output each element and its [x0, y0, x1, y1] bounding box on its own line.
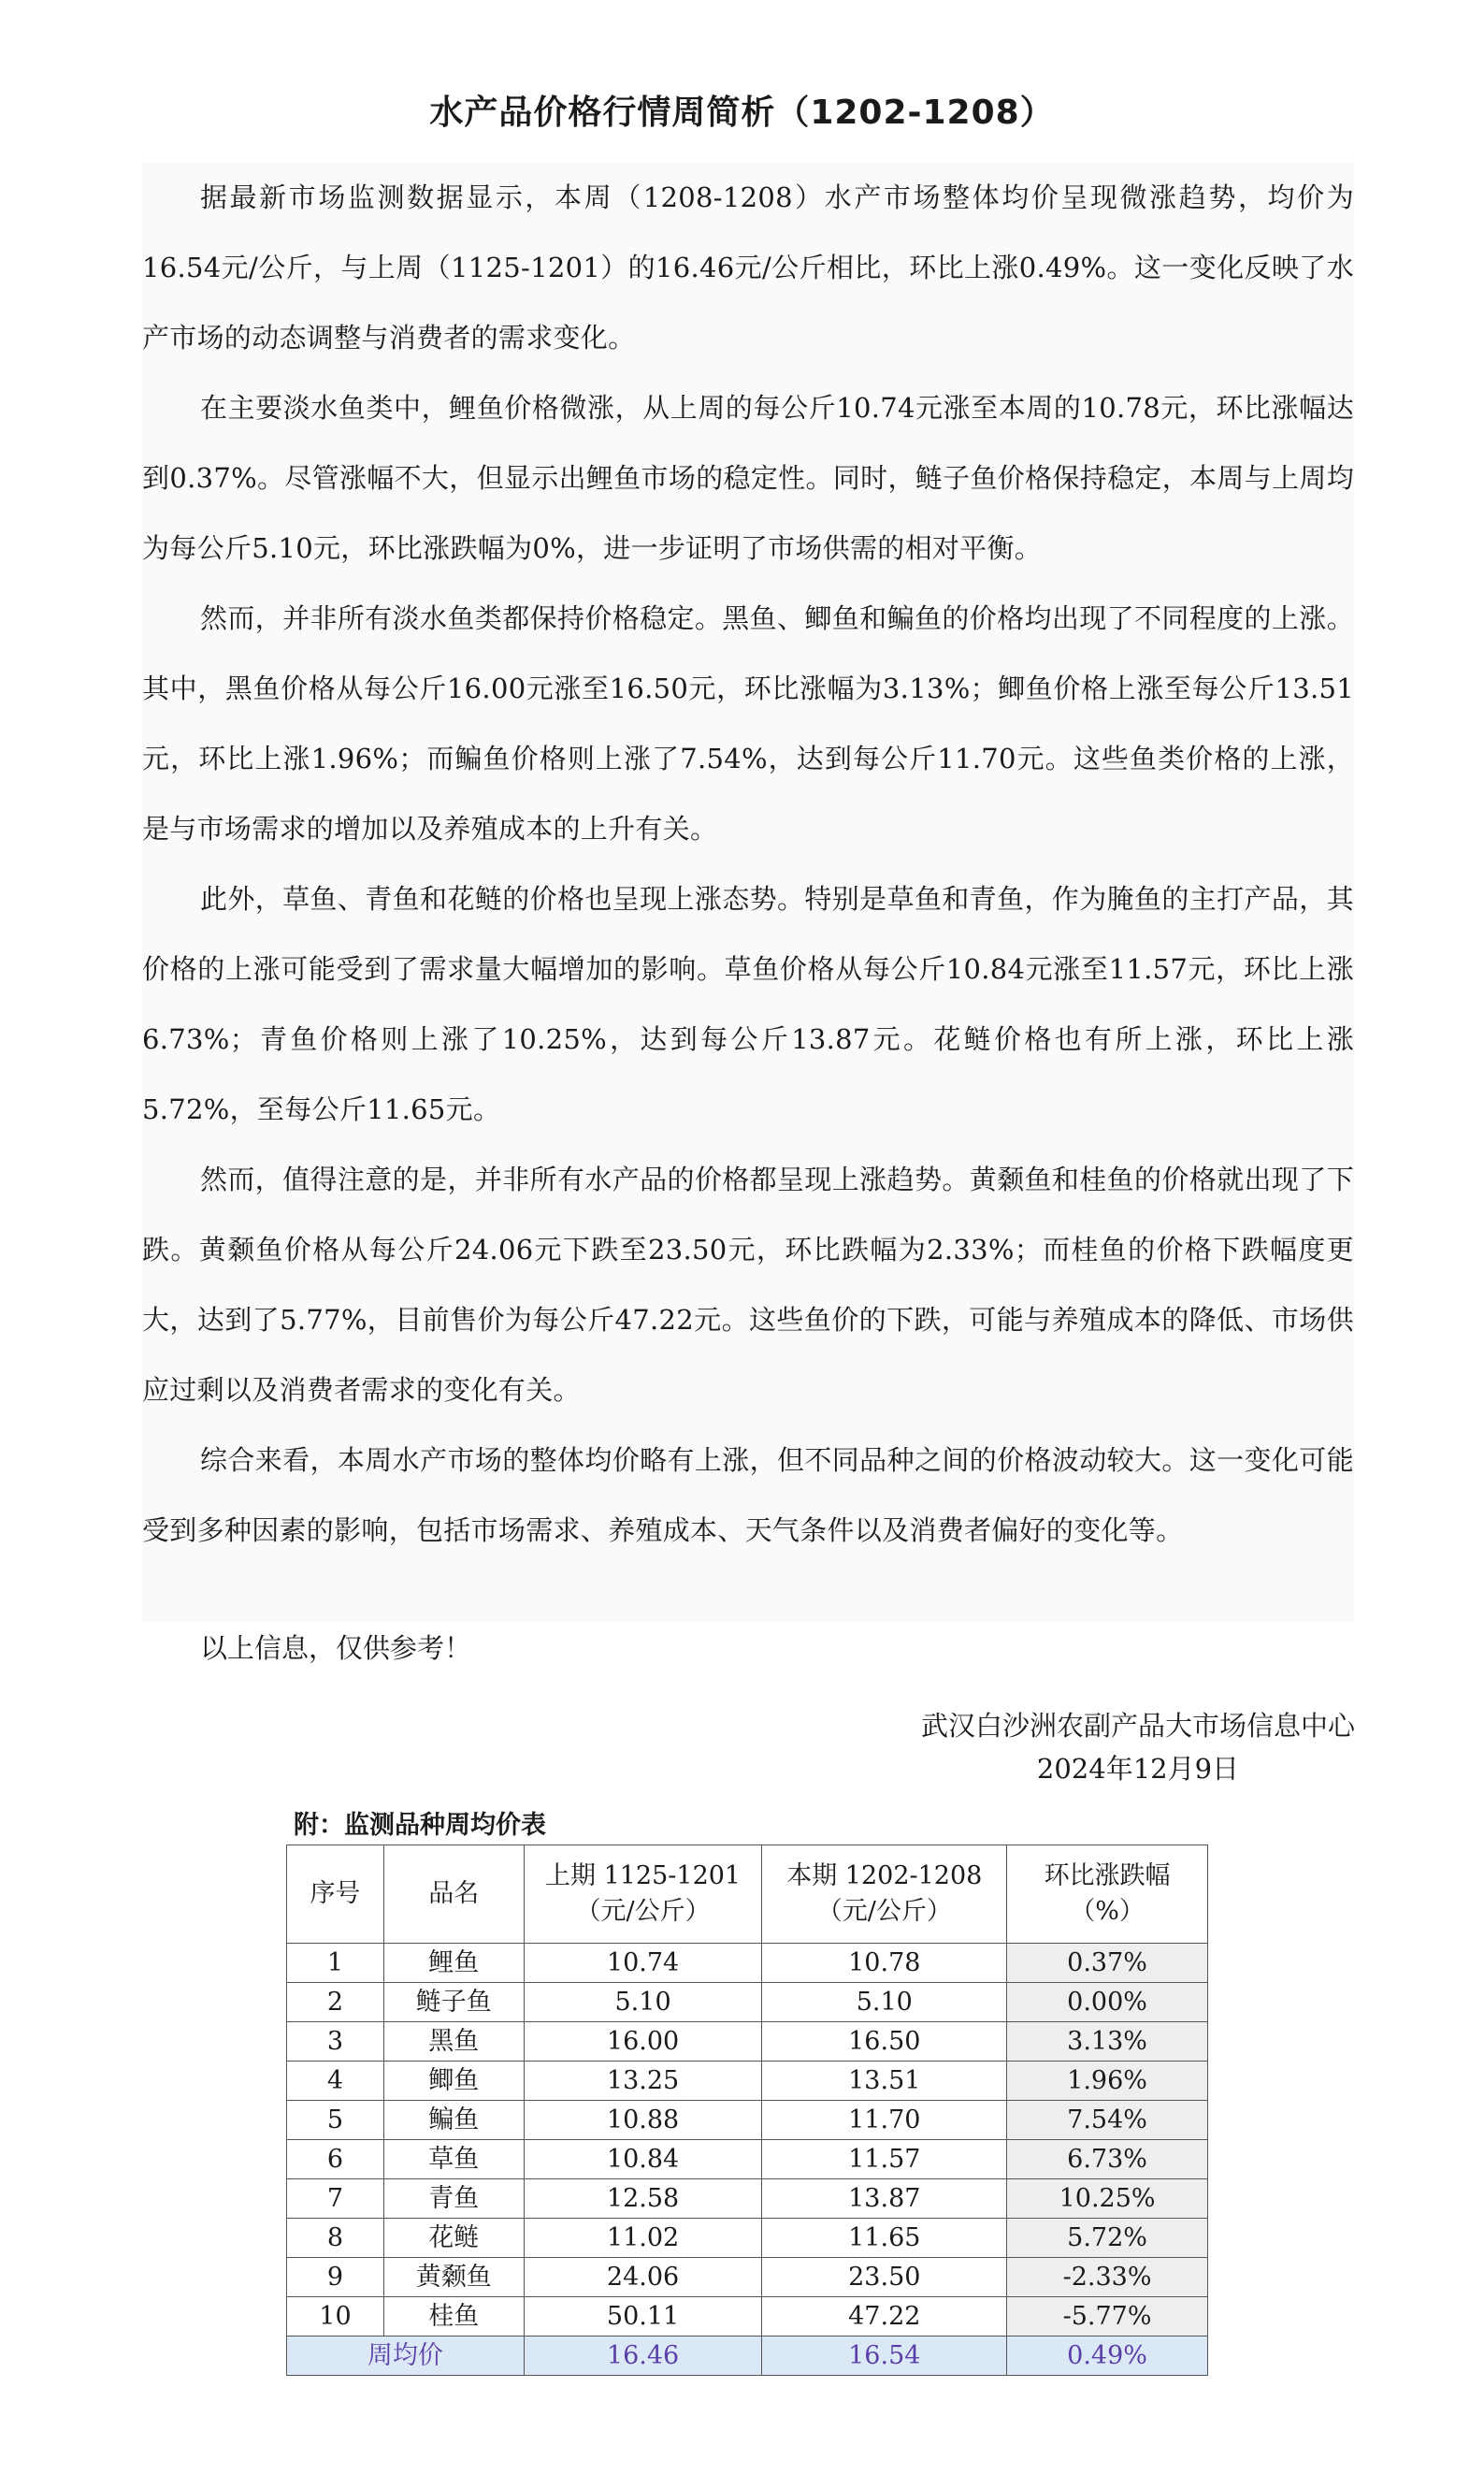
header-name: 品名	[383, 1845, 524, 1944]
table-row	[287, 2179, 1208, 2219]
paragraph-snakehead-crucian-bream: 然而，并非所有淡水鱼类都保持价格稳定。黑鱼、鲫鱼和鳊鱼的价格均出现了不同程度的上涨。其中，黑鱼价格从每公斤16.00元涨至16.50元，环比涨幅为3.13%；鲫鱼价格上涨至每公斤13.51元，环比上涨1.96%；而鳊鱼价格则上涨了7.54%，达到每公斤11.70元。这些鱼类价格的上涨，是与市场需求的增加以及养殖成本的上升有关。	[142, 602, 1354, 845]
row-curr-price: 10.78	[762, 1944, 1007, 1983]
average-curr-price: 16.54	[762, 2337, 1007, 2376]
header-prev-week-period: 上期 1125-1201	[544, 1861, 742, 1890]
average-label: 周均价	[287, 2337, 525, 2376]
signature-date: 2024年12月9日	[1036, 1753, 1240, 1785]
header-change-label: 环比涨跌幅	[1044, 1861, 1171, 1890]
row-curr-price: 5.10	[762, 1983, 1007, 2022]
row-curr-price: 11.57	[762, 2140, 1007, 2179]
row-curr-price: 23.50	[762, 2258, 1007, 2297]
row-curr-price: 47.22	[762, 2297, 1007, 2337]
row-name: 鳊鱼	[383, 2101, 524, 2140]
row-change: 10.25%	[1007, 2179, 1208, 2219]
average-prev-price: 16.46	[524, 2337, 762, 2376]
row-name: 鲤鱼	[383, 1944, 524, 1983]
header-change-unit: （%）	[1070, 1897, 1145, 1926]
row-name: 鲢子鱼	[383, 1983, 524, 2022]
row-curr-price: 13.51	[762, 2062, 1007, 2101]
header-prev-week-unit: （元/公斤）	[575, 1897, 711, 1926]
row-prev-price: 16.00	[524, 2022, 762, 2062]
row-index: 8	[287, 2219, 384, 2258]
header-prev-week	[524, 1845, 762, 1944]
row-name: 桂鱼	[383, 2297, 524, 2337]
row-change: 0.00%	[1007, 1983, 1208, 2022]
table-row	[287, 2258, 1208, 2297]
row-index: 2	[287, 1983, 384, 2022]
row-change: -2.33%	[1007, 2258, 1208, 2297]
row-index: 3	[287, 2022, 384, 2062]
row-name: 黄颡鱼	[383, 2258, 524, 2297]
row-prev-price: 10.74	[524, 1944, 762, 1983]
header-this-week-period: 本期 1202-1208	[786, 1861, 983, 1890]
paragraph-carp-silver: 在主要淡水鱼类中，鲤鱼价格微涨，从上周的每公斤10.74元涨至本周的10.78元，环比涨幅达到0.37%。尽管涨幅不大，但显示出鲤鱼市场的稳定性。同时，鲢子鱼价格保持稳定，本周与上周均为每公斤5.10元，环比涨跌幅为0%，进一步证明了市场供需的相对平衡。	[142, 392, 1354, 564]
document-title: 水产品价格行情周简析（1202-1208）	[429, 94, 1055, 132]
row-name: 黑鱼	[383, 2022, 524, 2062]
row-index: 6	[287, 2140, 384, 2179]
row-name: 草鱼	[383, 2140, 524, 2179]
table-row	[287, 2219, 1208, 2258]
table-row	[287, 2101, 1208, 2140]
paragraph-summary: 综合来看，本周水产市场的整体均价略有上涨，但不同品种之间的价格波动较大。这一变化可能受到多种因素的影响，包括市场需求、养殖成本、天气条件以及消费者偏好的变化等。	[142, 1444, 1354, 1546]
row-prev-price: 10.88	[524, 2101, 762, 2140]
header-this-week	[762, 1845, 1007, 1944]
signature-org: 武汉白沙洲农副产品大市场信息中心	[920, 1710, 1355, 1742]
row-prev-price: 10.84	[524, 2140, 762, 2179]
header-this-week-unit: （元/公斤）	[816, 1897, 952, 1926]
row-name: 青鱼	[383, 2179, 524, 2219]
table-header-row	[287, 1845, 1208, 1944]
row-prev-price: 11.02	[524, 2219, 762, 2258]
row-prev-price: 50.11	[524, 2297, 762, 2337]
row-index: 4	[287, 2062, 384, 2101]
table-row	[287, 2140, 1208, 2179]
row-name: 鲫鱼	[383, 2062, 524, 2101]
table-row	[287, 2062, 1208, 2101]
table-row	[287, 2297, 1208, 2337]
row-change: 5.72%	[1007, 2219, 1208, 2258]
paragraph-decline: 然而，值得注意的是，并非所有水产品的价格都呈现上涨趋势。黄颡鱼和桂鱼的价格就出现了下跌。黄颡鱼价格从每公斤24.06元下跌至23.50元，环比跌幅为2.33%；而桂鱼的价格下跌幅度更大，达到了5.77%，目前售价为每公斤47.22元。这些鱼价的下跌，可能与养殖成本的降低、市场供应过剩以及消费者需求的变化有关。	[142, 1164, 1354, 1406]
paragraph-grass-black-bighead: 此外，草鱼、青鱼和花鲢的价格也呈现上涨态势。特别是草鱼和青鱼，作为腌鱼的主打产品，其价格的上涨可能受到了需求量大幅增加的影响。草鱼价格从每公斤10.84元涨至11.57元，环比上涨6.73%；青鱼价格则上涨了10.25%，达到每公斤13.87元。花鲢价格也有所上涨，环比上涨5.72%，至每公斤11.65元。	[142, 883, 1354, 1125]
row-index: 1	[287, 1944, 384, 1983]
row-change: 7.54%	[1007, 2101, 1208, 2140]
paragraph-overview: 据最新市场监测数据显示，本周（1208-1208）水产市场整体均价呈现微涨趋势，均价为16.54元/公斤，与上周（1125-1201）的16.46元/公斤相比，环比上涨0.49%。这一变化反映了水产市场的动态调整与消费者的需求变化。	[142, 181, 1354, 354]
row-curr-price: 16.50	[762, 2022, 1007, 2062]
row-prev-price: 5.10	[524, 1983, 762, 2022]
row-curr-price: 11.65	[762, 2219, 1007, 2258]
table-row	[287, 2022, 1208, 2062]
row-curr-price: 11.70	[762, 2101, 1007, 2140]
price-table	[286, 1845, 1208, 2376]
table-caption: 附：监测品种周均价表	[294, 1811, 546, 1840]
average-change: 0.49%	[1007, 2337, 1208, 2376]
row-change: 6.73%	[1007, 2140, 1208, 2179]
table-row	[287, 1944, 1208, 1983]
average-row	[287, 2337, 1208, 2376]
article-body	[142, 163, 1354, 1622]
table-row	[287, 1983, 1208, 2022]
header-index: 序号	[287, 1845, 384, 1944]
reference-note: 以上信息，仅供参考！	[200, 1632, 472, 1664]
row-change: 3.13%	[1007, 2022, 1208, 2062]
row-change: 1.96%	[1007, 2062, 1208, 2101]
row-index: 5	[287, 2101, 384, 2140]
row-prev-price: 12.58	[524, 2179, 762, 2219]
row-prev-price: 13.25	[524, 2062, 762, 2101]
row-index: 7	[287, 2179, 384, 2219]
header-change	[1007, 1845, 1208, 1944]
row-prev-price: 24.06	[524, 2258, 762, 2297]
row-change: -5.77%	[1007, 2297, 1208, 2337]
price-table-section	[286, 1742, 1212, 2376]
row-index: 10	[287, 2297, 384, 2337]
row-name: 花鲢	[383, 2219, 524, 2258]
row-curr-price: 13.87	[762, 2179, 1007, 2219]
row-change: 0.37%	[1007, 1944, 1208, 1983]
row-index: 9	[287, 2258, 384, 2297]
